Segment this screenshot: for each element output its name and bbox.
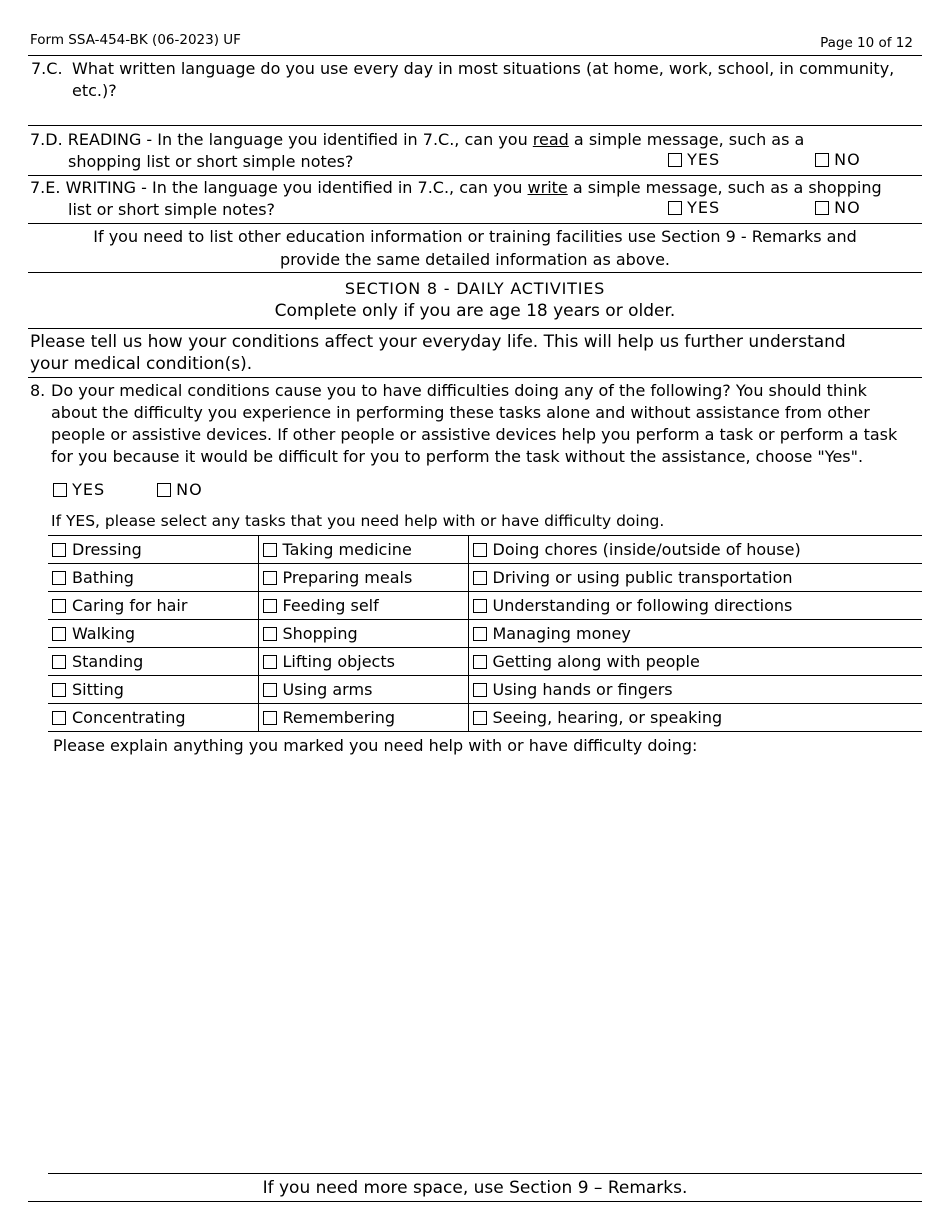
task-label: Caring for hair — [72, 596, 188, 615]
q7e-yes-option[interactable] — [668, 198, 720, 217]
divider — [28, 1201, 922, 1202]
task-label: Remembering — [282, 708, 396, 727]
q8-no-option[interactable] — [157, 480, 203, 499]
q7d-yes-option[interactable] — [668, 150, 720, 169]
task-checkbox[interactable] — [473, 599, 487, 613]
task-cell[interactable] — [48, 564, 258, 592]
task-label: Managing money — [492, 624, 631, 643]
q7d-yes-label: YES — [687, 150, 721, 169]
divider — [28, 125, 922, 126]
task-cell[interactable] — [468, 648, 922, 676]
q8-if-yes: If YES, please select any tasks that you need help with or have difficulty doing. — [51, 512, 665, 530]
q7d-keyword: read — [532, 130, 569, 149]
education-note-line2: provide the same detailed information as above. — [279, 250, 671, 269]
task-checkbox[interactable] — [473, 543, 487, 557]
task-label: Preparing meals — [282, 568, 413, 587]
task-checkbox[interactable] — [52, 543, 66, 557]
task-label: Lifting objects — [282, 652, 395, 671]
q8-line1: Do your medical conditions cause you to have difficulties doing any of the following? You should think — [51, 381, 867, 400]
task-checkbox[interactable] — [52, 711, 66, 725]
task-label: Feeding self — [282, 596, 379, 615]
table-row — [48, 620, 922, 648]
q8-line4: for you because it would be difficult for you to perform the task without the assistance, choose "Yes". — [51, 447, 864, 466]
section8-subtitle: Complete only if you are age 18 years or older. — [274, 301, 676, 321]
task-label: Sitting — [72, 680, 124, 699]
task-label: Walking — [72, 624, 136, 643]
q8-line3: people or assistive devices. If other people or assistive devices help you perform a task or perform a task — [51, 425, 898, 444]
task-checkbox[interactable] — [263, 655, 277, 669]
task-checkbox[interactable] — [263, 711, 277, 725]
task-label: Driving or using public transportation — [492, 568, 793, 587]
task-checkbox[interactable] — [52, 655, 66, 669]
divider — [28, 377, 922, 378]
task-checkbox[interactable] — [263, 543, 277, 557]
q7c-text-line2: etc.)? — [72, 81, 117, 100]
task-checkbox[interactable] — [52, 683, 66, 697]
q8-line2: about the difficulty you experience in performing these tasks alone and without assistance from other — [51, 403, 870, 422]
task-cell[interactable] — [468, 676, 922, 704]
q7d-yes-checkbox[interactable] — [668, 153, 682, 167]
q7d-line1 — [30, 129, 804, 151]
divider — [28, 55, 922, 56]
q7e-yes-label: YES — [687, 198, 721, 217]
explain-label: Please explain anything you marked you need help with or have difficulty doing: — [53, 736, 698, 755]
q8-number: 8. — [30, 381, 46, 400]
q7e-yes-checkbox[interactable] — [668, 201, 682, 215]
q8-yes-label: YES — [72, 480, 106, 499]
q7e-rest: a simple message, such as a shopping — [572, 178, 882, 197]
task-checkbox[interactable] — [473, 627, 487, 641]
table-row — [48, 592, 922, 620]
task-cell[interactable] — [258, 536, 468, 564]
divider — [28, 175, 922, 176]
q7c-number: 7.C. — [31, 59, 63, 78]
explain-textarea[interactable] — [48, 760, 922, 1170]
table-row — [48, 564, 922, 592]
task-cell[interactable] — [468, 536, 922, 564]
task-checkbox[interactable] — [52, 627, 66, 641]
task-cell[interactable] — [48, 648, 258, 676]
q8-yes-option[interactable] — [53, 480, 105, 499]
task-label: Taking medicine — [282, 540, 412, 559]
intro-line2: your medical condition(s). — [30, 354, 253, 374]
q7e-line2: list or short simple notes? — [68, 200, 276, 219]
task-cell[interactable] — [468, 704, 922, 732]
q7c-text-line1: What written language do you use every day in most situations (at home, work, school, in community, — [72, 59, 895, 78]
footer-note: If you need more space, use Section 9 – Remarks. — [262, 1178, 688, 1198]
task-label: Understanding or following directions — [492, 596, 793, 615]
q7d-line2: shopping list or short simple notes? — [68, 152, 354, 171]
divider — [28, 272, 922, 273]
task-checkbox[interactable] — [263, 627, 277, 641]
task-cell[interactable] — [258, 676, 468, 704]
table-row — [48, 648, 922, 676]
divider — [28, 328, 922, 329]
q7e-no-label: NO — [834, 198, 861, 217]
table-row — [48, 704, 922, 732]
task-cell[interactable] — [48, 704, 258, 732]
task-cell[interactable] — [258, 592, 468, 620]
q7d-lead: READING - In the language you identified in 7.C., can you — [67, 130, 528, 149]
task-cell[interactable] — [468, 564, 922, 592]
task-label: Concentrating — [72, 708, 186, 727]
task-label: Bathing — [72, 568, 134, 587]
task-label: Dressing — [72, 540, 142, 559]
task-cell[interactable] — [258, 704, 468, 732]
task-label: Using arms — [282, 680, 373, 699]
q8-no-label: NO — [176, 480, 203, 499]
task-checkbox[interactable] — [263, 599, 277, 613]
task-cell[interactable] — [258, 620, 468, 648]
task-cell[interactable] — [258, 648, 468, 676]
task-checkbox[interactable] — [263, 683, 277, 697]
task-label: Using hands or fingers — [492, 680, 673, 699]
task-checkbox[interactable] — [473, 571, 487, 585]
q7e-keyword: write — [527, 178, 568, 197]
q7d-no-option[interactable] — [815, 150, 861, 169]
task-cell[interactable] — [48, 536, 258, 564]
task-checkbox[interactable] — [473, 683, 487, 697]
task-label: Doing chores (inside/outside of house) — [492, 540, 801, 559]
task-label: Shopping — [282, 624, 358, 643]
q8-no-checkbox[interactable] — [157, 483, 171, 497]
divider — [48, 1173, 922, 1174]
task-cell[interactable] — [468, 592, 922, 620]
task-checkbox[interactable] — [263, 571, 277, 585]
q7d-no-checkbox[interactable] — [815, 153, 829, 167]
q7e-lead: WRITING - In the language you identified in 7.C., can you — [65, 178, 523, 197]
table-row — [48, 536, 922, 564]
q7e-no-checkbox[interactable] — [815, 201, 829, 215]
divider — [28, 223, 922, 224]
q7e-no-option[interactable] — [815, 198, 861, 217]
page-number: Page 10 of 12 — [820, 35, 913, 51]
table-row — [48, 676, 922, 704]
task-cell[interactable] — [258, 564, 468, 592]
q7e-line1 — [30, 177, 882, 199]
q7e-number: 7.E. — [30, 178, 61, 197]
q7d-number: 7.D. — [30, 130, 63, 149]
form-id: Form SSA-454-BK (06-2023) UF — [30, 32, 241, 48]
task-label: Seeing, hearing, or speaking — [492, 708, 723, 727]
task-cell[interactable] — [468, 620, 922, 648]
task-checkbox[interactable] — [52, 599, 66, 613]
intro-line1: Please tell us how your conditions affect your everyday life. This will help us further understand — [30, 332, 846, 352]
task-checkbox[interactable] — [473, 655, 487, 669]
q8-yes-checkbox[interactable] — [53, 483, 67, 497]
task-cell[interactable] — [48, 592, 258, 620]
task-checkbox[interactable] — [52, 571, 66, 585]
education-note-line1: If you need to list other education information or training facilities use Section 9 - Remarks and — [93, 227, 857, 246]
task-cell[interactable] — [48, 676, 258, 704]
task-checkbox[interactable] — [473, 711, 487, 725]
section8-title: SECTION 8 - DAILY ACTIVITIES — [344, 279, 606, 298]
q7d-rest: a simple message, such as a — [573, 130, 805, 149]
q7d-no-label: NO — [834, 150, 861, 169]
task-cell[interactable] — [48, 620, 258, 648]
tasks-table — [48, 535, 922, 732]
task-label: Standing — [72, 652, 144, 671]
task-label: Getting along with people — [492, 652, 700, 671]
